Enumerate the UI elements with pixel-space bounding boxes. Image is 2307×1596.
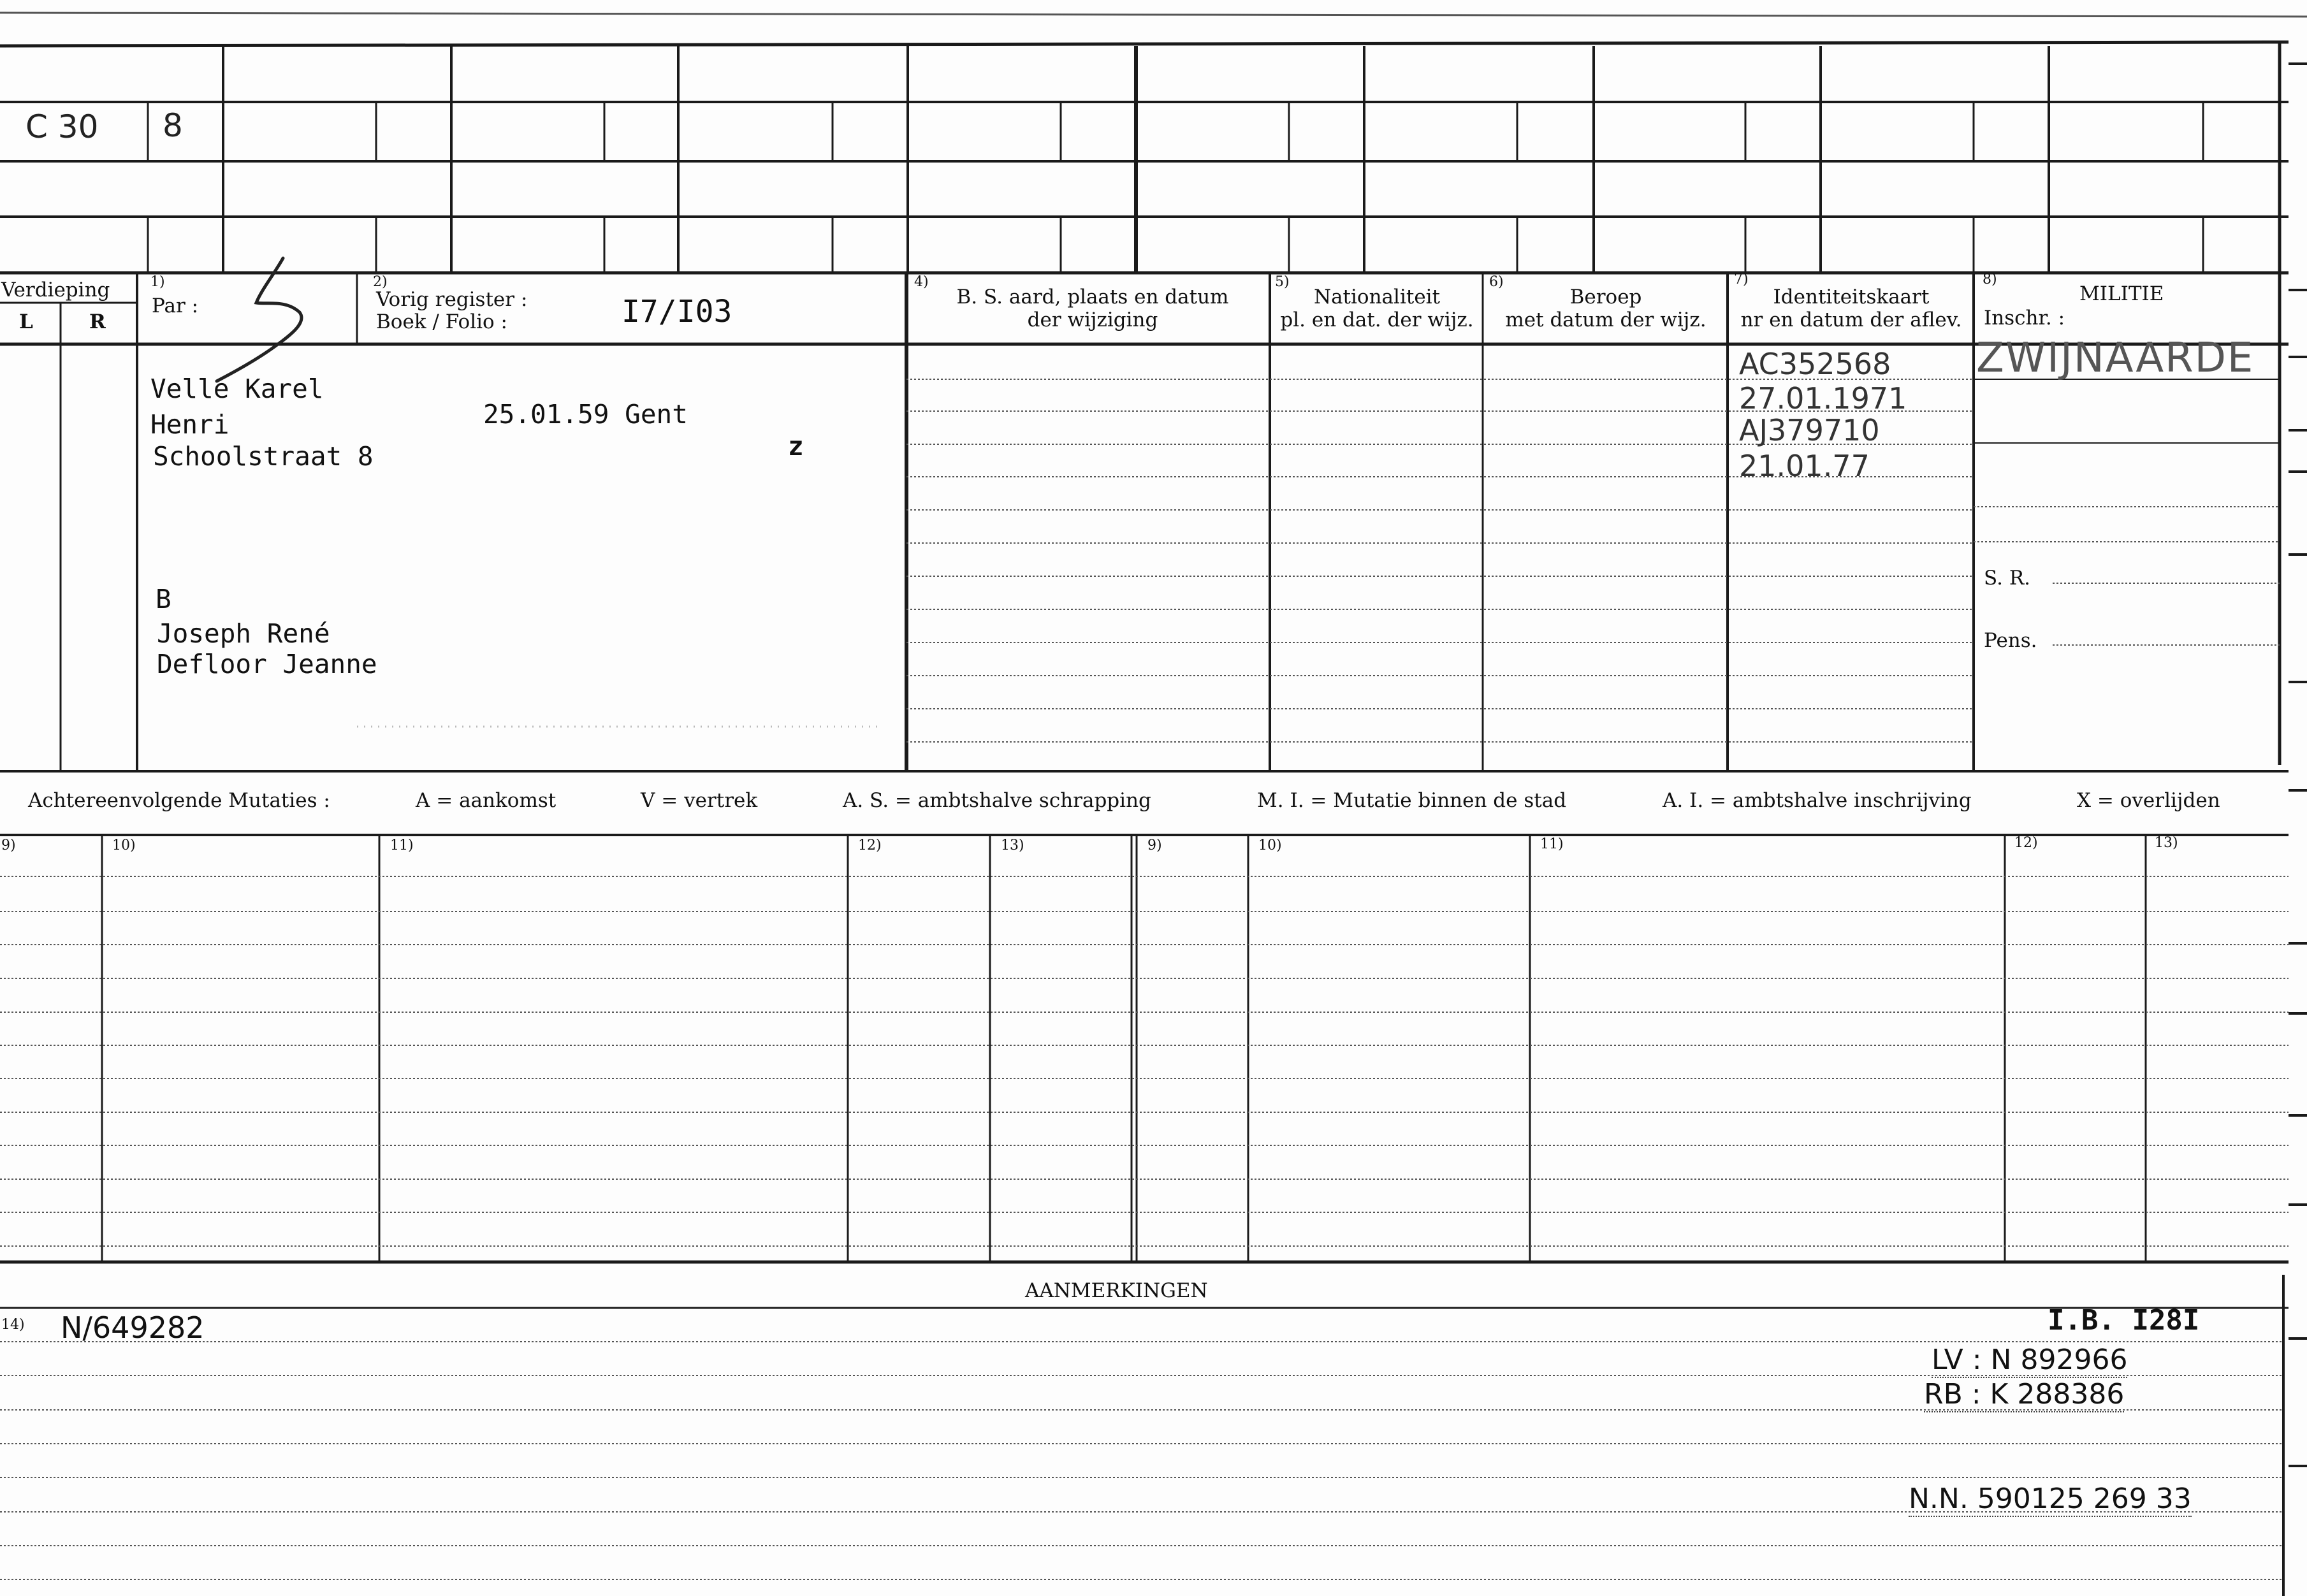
signature-scribble bbox=[217, 258, 302, 381]
record-code: C 30 bbox=[25, 108, 99, 145]
mutation-col-12-left: 12) bbox=[858, 838, 882, 853]
militie-title: MILITIE bbox=[2079, 282, 2164, 305]
pens-label: Pens. bbox=[1984, 629, 2037, 652]
person-birth: 25.01.59 Gent bbox=[483, 399, 688, 430]
col8-number: 8) bbox=[1983, 272, 1997, 287]
col6-number: 6) bbox=[1489, 274, 1504, 290]
col7-header-line2: nr en datum der aflev. bbox=[1740, 308, 1962, 331]
verdieping-label: Verdieping bbox=[1, 279, 110, 301]
col6-header-line2: met datum der wijz. bbox=[1505, 308, 1707, 331]
person-first-names: Henri bbox=[150, 409, 229, 440]
col4-header bbox=[915, 286, 1270, 331]
id-card-number-1: AC352568 bbox=[1739, 347, 1891, 381]
father-name: Joseph René bbox=[157, 618, 330, 649]
mutation-col-13-left: 13) bbox=[1001, 838, 1024, 853]
mutation-col-11-right: 11) bbox=[1540, 836, 1564, 852]
mutation-legend-death: X = overlijden bbox=[2077, 789, 2220, 812]
col6-header bbox=[1484, 286, 1728, 331]
militie-place-stamp: ZWIJNAARDE bbox=[1976, 335, 2255, 382]
col1-number: 1) bbox=[150, 274, 165, 290]
col5-header bbox=[1271, 286, 1483, 331]
verdieping-right-label: R bbox=[89, 310, 106, 333]
col4-header-line2: der wijziging bbox=[1027, 308, 1158, 331]
col5-header-line1: Nationaliteit bbox=[1313, 286, 1441, 308]
mutation-col-12-right: 12) bbox=[2014, 835, 2038, 851]
mutations-title: Achtereenvolgende Mutaties : bbox=[28, 789, 330, 812]
mutation-legend-struck-off: A. S. = ambtshalve schrapping bbox=[843, 789, 1151, 812]
mutation-col-11-left: 11) bbox=[390, 838, 414, 853]
id-card-date-2: 21.01.77 bbox=[1739, 449, 1870, 483]
mother-name: Defloor Jeanne bbox=[157, 649, 377, 679]
col4-number: 4) bbox=[914, 274, 929, 290]
par-label: Par : bbox=[152, 294, 199, 317]
col5-number: 5) bbox=[1275, 274, 1290, 290]
col7-number: 7) bbox=[1734, 272, 1749, 287]
mutation-col-9-right: 9) bbox=[1147, 838, 1162, 853]
remarks-reference: N/649282 bbox=[61, 1310, 205, 1345]
boek-folio-value: I7/I03 bbox=[622, 294, 732, 330]
col5-header-line2: pl. en dat. der wijz. bbox=[1280, 308, 1474, 331]
mutation-legend-departure: V = vertrek bbox=[641, 789, 758, 812]
col2-number: 2) bbox=[373, 274, 388, 290]
vorig-register-label: Vorig register : bbox=[376, 288, 528, 311]
remarks-nn: N.N. 590125 269 33 bbox=[1909, 1485, 2192, 1517]
remarks-lv: LV : N 892966 bbox=[1932, 1346, 2127, 1378]
mutation-legend-official-registration: A. I. = ambtshalve inschrijving bbox=[1663, 789, 1972, 812]
col7-header-line1: Identiteitskaart bbox=[1773, 286, 1930, 308]
remarks-ib: I.B. I28I bbox=[2048, 1304, 2200, 1337]
person-mark: z bbox=[788, 431, 804, 461]
col6-header-line1: Beroep bbox=[1569, 286, 1642, 308]
mutation-col-10-left: 10) bbox=[112, 838, 136, 853]
sr-label: S. R. bbox=[1984, 567, 2031, 590]
mutation-legend-arrival: A = aankomst bbox=[416, 789, 557, 812]
person-name: Velle Karel bbox=[150, 374, 324, 404]
person-address: Schoolstraat 8 bbox=[153, 441, 374, 472]
id-card-number-2: AJ379710 bbox=[1739, 413, 1880, 447]
id-card-date-1: 27.01.1971 bbox=[1739, 381, 1907, 416]
mutation-legend-internal-move: M. I. = Mutatie binnen de stad bbox=[1257, 789, 1567, 812]
remarks-rb: RB : K 288386 bbox=[1924, 1381, 2124, 1412]
mutation-col-10-right: 10) bbox=[1258, 838, 1282, 853]
remarks-number: 14) bbox=[1, 1317, 25, 1333]
boek-folio-label: Boek / Folio : bbox=[376, 310, 507, 333]
record-number: 8 bbox=[163, 107, 183, 144]
mutation-col-9-left: 9) bbox=[1, 838, 16, 853]
inschr-label: Inschr. : bbox=[1984, 307, 2065, 330]
mutation-col-13-right: 13) bbox=[2155, 835, 2178, 851]
col4-header-line1: B. S. aard, plaats en datum bbox=[956, 286, 1229, 308]
parent-code: B bbox=[156, 584, 171, 614]
verdieping-left-label: L bbox=[19, 310, 33, 333]
col7-header bbox=[1729, 286, 1974, 331]
remarks-title: AANMERKINGEN bbox=[1025, 1279, 1208, 1302]
